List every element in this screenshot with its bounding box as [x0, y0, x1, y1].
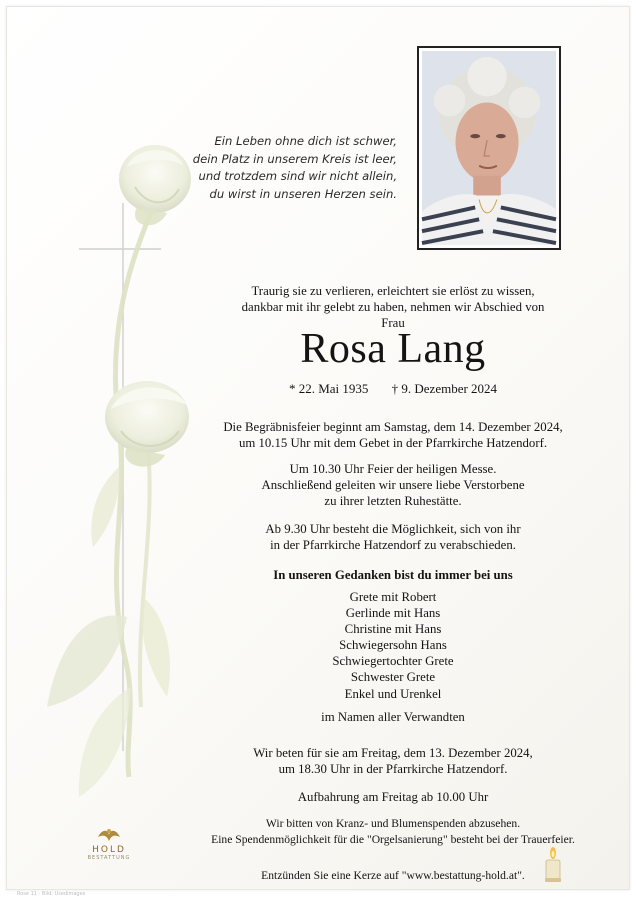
life-dates [177, 381, 609, 397]
motto: In unseren Gedanken bist du immer bei uns [273, 568, 513, 582]
prayer-info [177, 745, 609, 777]
intro-line: dankbar mit ihr gelebt zu haben, nehmen wir Abschied von [241, 300, 545, 314]
family-member: Enkel und Urenkel [344, 686, 442, 701]
intro-text [177, 283, 609, 331]
family-member: Grete mit Robert [349, 590, 437, 604]
mass-line: Anschließend geleiten wir unsere liebe Verstorbene [261, 478, 525, 492]
poem-line: Ein Leben ohne dich ist schwer, [214, 134, 397, 148]
portrait-image [422, 51, 556, 245]
family-member: Schwester Grete [350, 670, 436, 685]
mass-line: Um 10.30 Uhr Feier der heiligen Messe. [289, 462, 497, 476]
portrait-photo [417, 46, 561, 250]
prayer-line: Wir beten für sie am Freitag, dem 13. Dezember 2024, [253, 746, 533, 760]
donation-line: Eine Spendenmöglichkeit für die "Orgelsanierung" besteht bei der Trauerfeier. [211, 833, 575, 846]
family-member: Christine mit Hans [344, 622, 442, 637]
poem-line: und trotzdem sind wir nicht allein, [198, 169, 397, 183]
intro-line: Traurig sie zu verlieren, erleichtert sie erlöst zu wissen, [251, 284, 535, 298]
funeral-line: um 10.15 Uhr mit dem Gebet in der Pfarrkirche Hatzendorf. [238, 436, 548, 450]
aufbahrung-info: Aufbahrung am Freitag ab 10.00 Uhr [297, 790, 489, 804]
family-list [177, 589, 609, 702]
family-member: Schwiegertochter Grete [332, 654, 454, 669]
intro-line: Frau [381, 316, 405, 330]
death-date: † 9. Dezember 2024 [391, 381, 498, 396]
funeral-info [177, 419, 609, 451]
family-member: Schwiegersohn Hans [339, 638, 447, 653]
logo-emblem-icon [96, 827, 122, 843]
viewing-line: Ab 9.30 Uhr besteht die Möglichkeit, sich von ihr [265, 522, 521, 536]
poem [175, 133, 397, 203]
hold-bestattung-logo [79, 827, 139, 861]
image-credit: Rose 11 - Bild: Usedimages [17, 891, 86, 897]
relatives-note: im Namen aller Verwandten [321, 710, 465, 724]
family-member: Gerlinde mit Hans [345, 606, 441, 621]
funeral-line: Die Begräbnisfeier beginnt am Samstag, dem 14. Dezember 2024, [223, 420, 563, 434]
donation-line: Wir bitten von Kranz- und Blumenspenden abzusehen. [265, 817, 521, 830]
viewing-info [177, 521, 609, 553]
logo-brand: HOLD [92, 845, 126, 855]
poem-line: dein Platz in unserem Kreis ist leer, [192, 151, 397, 166]
candle-link-text[interactable]: Entzünden Sie eine Kerze auf "www.bestattung-hold.at". [261, 869, 525, 882]
donation-info [177, 816, 609, 848]
mass-info [177, 461, 609, 509]
prayer-line: um 18.30 Uhr in der Pfarrkirche Hatzendorf. [278, 762, 508, 776]
candle-icon[interactable] [542, 847, 564, 883]
poem-line: du wirst in unseren Herzen sein. [209, 186, 397, 201]
birth-date: * 22. Mai 1935 [288, 381, 369, 396]
logo-subtitle: BESTATTUNG [87, 855, 131, 861]
deceased-name: Rosa Lang [300, 326, 486, 372]
viewing-line: in der Pfarrkirche Hatzendorf zu verabschieden. [270, 538, 516, 552]
mass-line: zu ihrer letzten Ruhestätte. [324, 494, 462, 508]
obituary-card [6, 6, 630, 897]
